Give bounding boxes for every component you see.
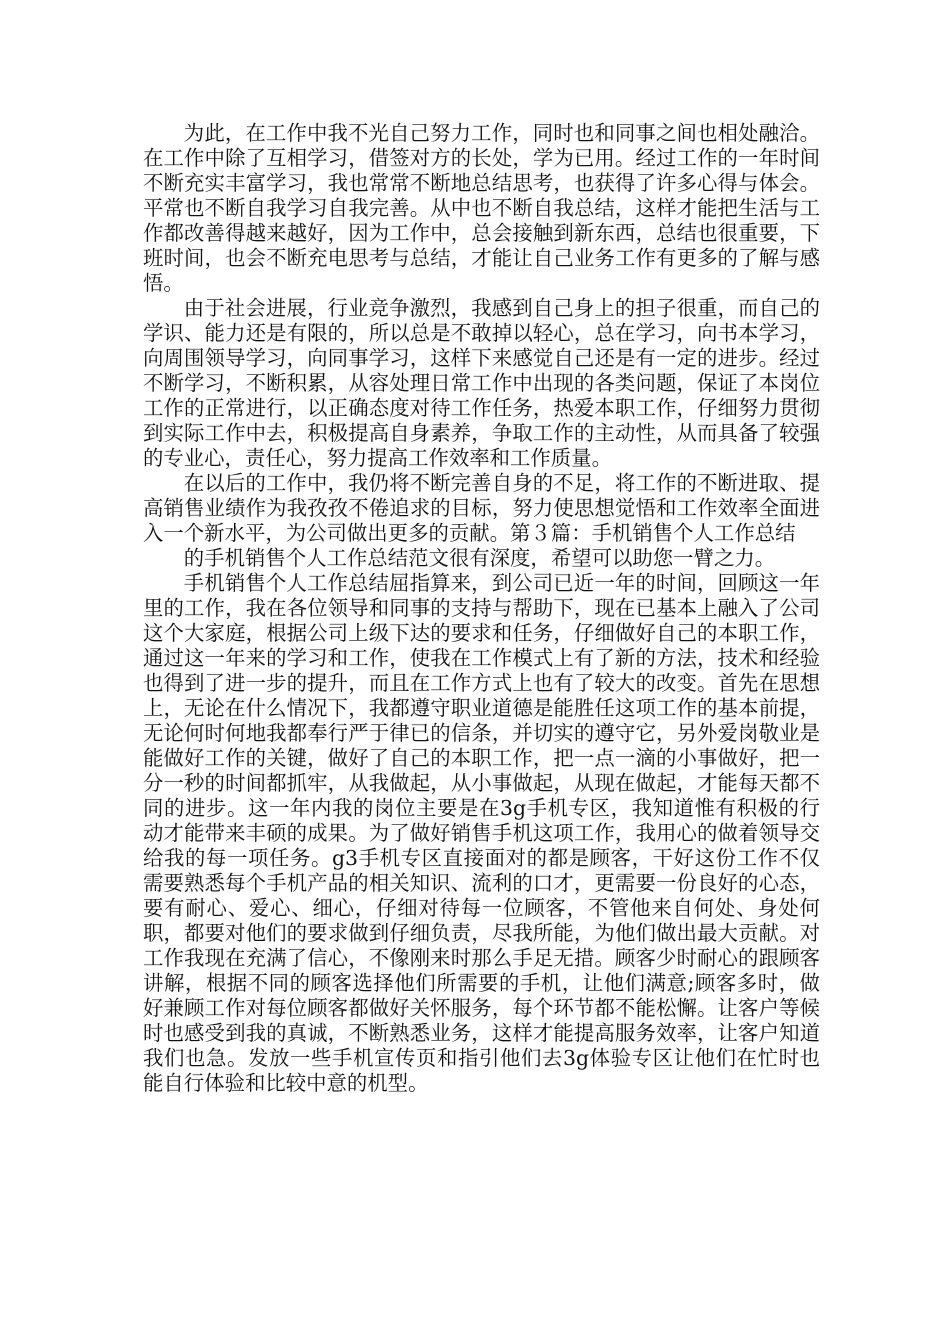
paragraph-2: 由于社会进展，行业竞争激烈，我感到自己身上的担子很重，而自己的学识、能力还是有限的，所以总是不敢掉以轻心，总在学习，向书本学习，向周围领导学习，向同事学习，这样下来感觉自己还是有一定的进步。经过不断学习，不断积累，从容处理日常工作中出现的各类问题，保证了本岗位工作的正常进行，以正确态度对待工作任务，热爱本职工作，仔细努力贯彻到实际工作中去，积极提高自身素养，争取工作的主动性，从而具备了较强的专业心，责任心，努力提高工作效率和工作质量。 [143,296,820,470]
document-body [143,121,820,1096]
paragraph-1: 为此，在工作中我不光自己努力工作，同时也和同事之间也相处融洽。在工作中除了互相学习，借签对方的长处，学为已用。经过工作的一年时间不断充实丰富学习，我也常常不断地总结思考，也获得了许多心得与体会。平常也不断自我学习自我完善。从中也不断自我总结，这样才能把生活与工作都改善得越来越好，因为工作中，总会接触到新东西，总结也很重要，下班时间，也会不断充电思考与总结，才能让自己业务工作有更多的了解与感悟。 [143,121,820,295]
paragraph-5: 手机销售个人工作总结屈指算来，到公司已近一年的时间，回顾这一年里的工作，我在各位领导和同事的支持与帮助下，现在已基本上融入了公司这个大家庭，根据公司上级下达的要求和任务，仔细做好自己的本职工作，通过这一年来的学习和工作，使我在工作模式上有了新的方法，技术和经验也得到了进一步的提升，而且在工作方式上也有了较大的改变。首先在思想上，无论在什么情况下，我都遵守职业道德是能胜任这项工作的基本前提，无论何时何地我都奉行严于律已的信条，并切实的遵守它，另外爱岗敬业是能做好工作的关键，做好了自己的本职工作，把一点一滴的小事做好，把一分一秒的时间都抓牢，从我做起，从小事做起，从现在做起，才能每天都不同的进步。这一年内我的岗位主要是在3g手机专区，我知道惟有积极的行动才能带来丰硕的成果。为了做好销售手机这项工作，我用心的做着领导交给我的每一项任务。g3手机专区直接面对的都是顾客，干好这份工作不仅需要熟悉每个手机产品的相关知识、流利的口才，更需要一份良好的心态，要有耐心、爱心、细心，仔细对待每一位顾客，不管他来自何处、身处何职，都要对他们的要求做到仔细负责，尽我所能，为他们做出最大贡献。对工作我现在充满了信心，不像刚来时那么手足无措。顾客少时耐心的跟顾客讲解，根据不同的顾客选择他们所需要的手机，让他们满意;顾客多时，做好兼顾工作对每位顾客都做好关怀服务，每个环节都不能松懈。让客户等候时也感受到我的真诚，不断熟悉业务，这样才能提高服务效率，让客户知道我们也急。发放一些手机宣传页和指引他们去3g体验专区让他们在忙时也能自行体验和比较中意的机型。 [143,571,820,1095]
paragraph-4: 的手机销售个人工作总结范文很有深度，希望可以助您一臂之力。 [183,546,776,570]
paragraph-3: 在以后的工作中，我仍将不断完善自身的不足，将工作的不断进取、提高销售业绩作为我孜孜不倦追求的目标，努力使思想觉悟和工作效率全面进入一个新水平，为公司做出更多的贡献。第３篇：手机销售个人工作总结 [143,471,820,545]
